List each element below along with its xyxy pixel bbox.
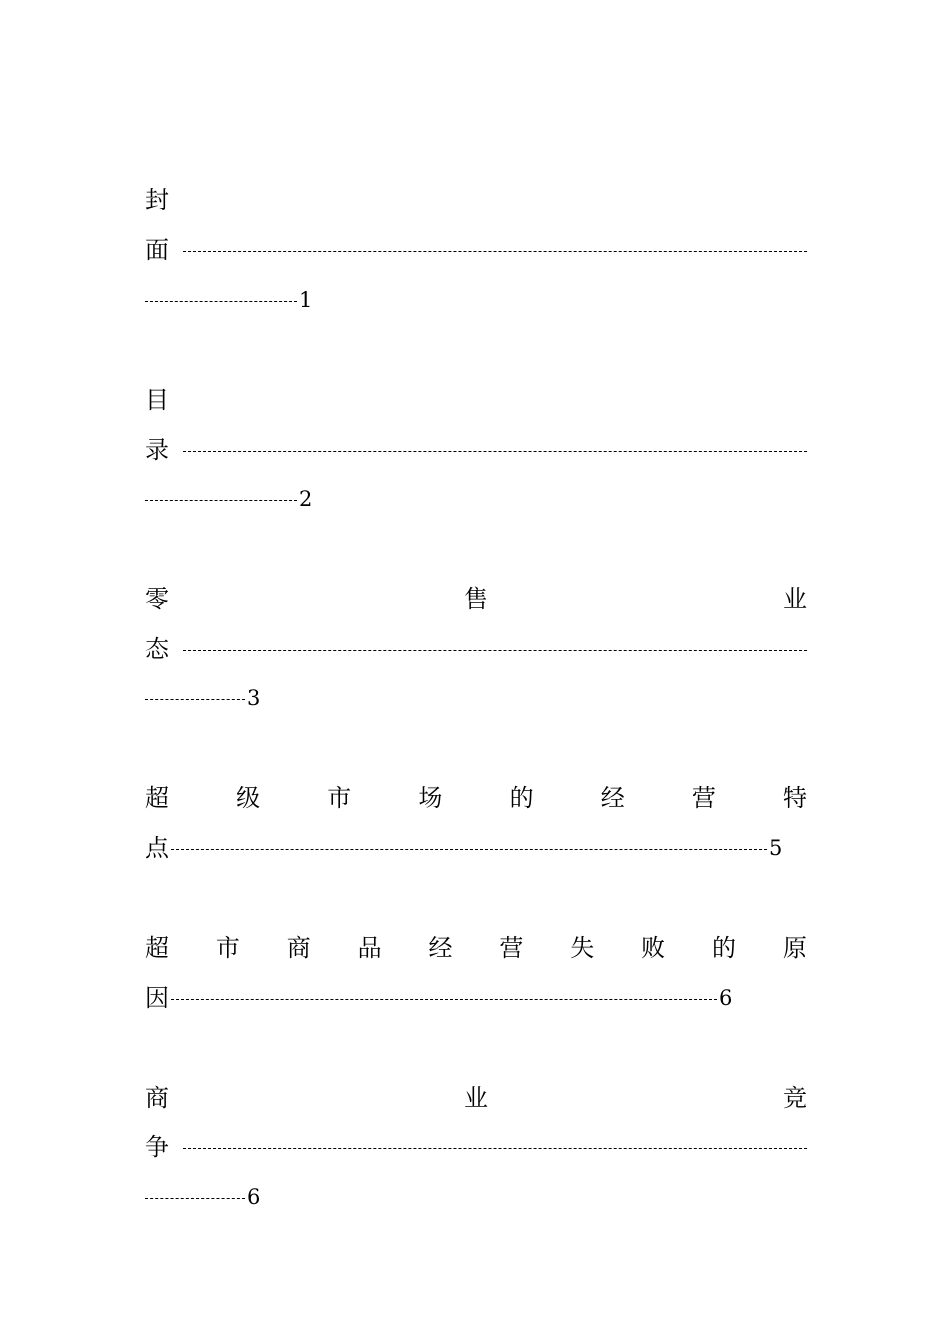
toc-leader-dashes (183, 1148, 807, 1149)
toc-entry-6-char: 竞 (783, 1084, 807, 1112)
toc-entry-6-last-char: 争 (145, 1133, 169, 1161)
toc-entry-4-line-1 (145, 781, 807, 815)
toc-entry-2-page-number: 2 (299, 487, 313, 511)
toc-entry-5-char: 商 (286, 934, 311, 962)
toc-leader-dashes (145, 301, 297, 302)
toc-entry-6-char: 商 (145, 1084, 169, 1112)
toc-entry-3-char: 业 (783, 585, 807, 613)
toc-entry-3-line-2 (145, 632, 807, 666)
toc-entry-6-line-3 (145, 1180, 807, 1214)
toc-entry-1-line-2 (145, 233, 807, 267)
toc-entry-3-page-number: 3 (247, 686, 261, 710)
toc-entry-5-char: 败 (641, 934, 666, 962)
toc-leader-dashes (171, 999, 717, 1000)
toc-entry-2-line-2 (145, 433, 807, 467)
toc-entry-4-last-char: 点 (145, 834, 169, 862)
toc-entry-4-page-number: 5 (769, 836, 783, 860)
toc-entry-4-char: 特 (782, 784, 807, 812)
toc-entry-5-line-1 (145, 931, 807, 965)
toc-leader-dashes (183, 451, 807, 452)
toc-entry-5-page-number: 6 (719, 986, 733, 1010)
toc-entry-2-last-char: 录 (145, 436, 169, 464)
toc-leader-dashes (183, 251, 807, 252)
toc-entry-3-line-3 (145, 681, 807, 715)
toc-entry-1-line-1 (145, 183, 807, 217)
toc-entry-5-char: 市 (215, 934, 240, 962)
toc-entry-3-char: 零 (145, 585, 169, 613)
toc-entry-2-line-1 (145, 383, 807, 417)
toc-leader-dashes (183, 650, 807, 651)
toc-entry-4-char: 超 (145, 784, 169, 812)
toc-entry-5-char: 超 (145, 934, 169, 962)
toc-entry-6-page-number: 6 (247, 1185, 261, 1209)
toc-entry-4-char: 市 (327, 784, 352, 812)
toc-entry-3-line-1 (145, 582, 807, 616)
toc-entry-4-char: 的 (509, 784, 534, 812)
toc-entry-5-char: 的 (712, 934, 736, 962)
toc-entry-5-line-2 (145, 981, 807, 1015)
toc-entry-3-last-char: 态 (145, 635, 169, 663)
toc-entry-4-char: 场 (418, 784, 443, 812)
toc-entry-1-last-char: 面 (145, 236, 169, 264)
toc-entry-5-char: 品 (357, 934, 382, 962)
toc-entry-3-char: 售 (464, 585, 488, 613)
toc-entry-5-char: 原 (782, 934, 807, 962)
toc-leader-dashes (171, 849, 767, 850)
toc-entry-1-char: 封 (145, 186, 169, 214)
toc-entry-4-char: 级 (236, 784, 261, 812)
toc-entry-5-char: 失 (570, 934, 595, 962)
toc-entry-4-line-2 (145, 831, 807, 865)
toc-leader-dashes (145, 500, 297, 501)
toc-entry-1-line-3 (145, 283, 807, 317)
toc-entry-2-char: 目 (145, 386, 169, 414)
toc-entry-6-line-1 (145, 1081, 807, 1115)
toc-entry-5-char: 经 (428, 934, 453, 962)
toc-entry-5-char: 营 (499, 934, 524, 962)
toc-leader-dashes (145, 1198, 245, 1199)
toc-entry-5-last-char: 因 (145, 984, 169, 1012)
toc-entry-4-char: 营 (691, 784, 716, 812)
toc-entry-6-line-2 (145, 1130, 807, 1164)
toc-leader-dashes (145, 699, 245, 700)
toc-entry-2-line-3 (145, 482, 807, 516)
toc-entry-1-page-number: 1 (299, 288, 313, 312)
toc-entry-6-char: 业 (464, 1084, 488, 1112)
toc-entry-4-char: 经 (600, 784, 625, 812)
